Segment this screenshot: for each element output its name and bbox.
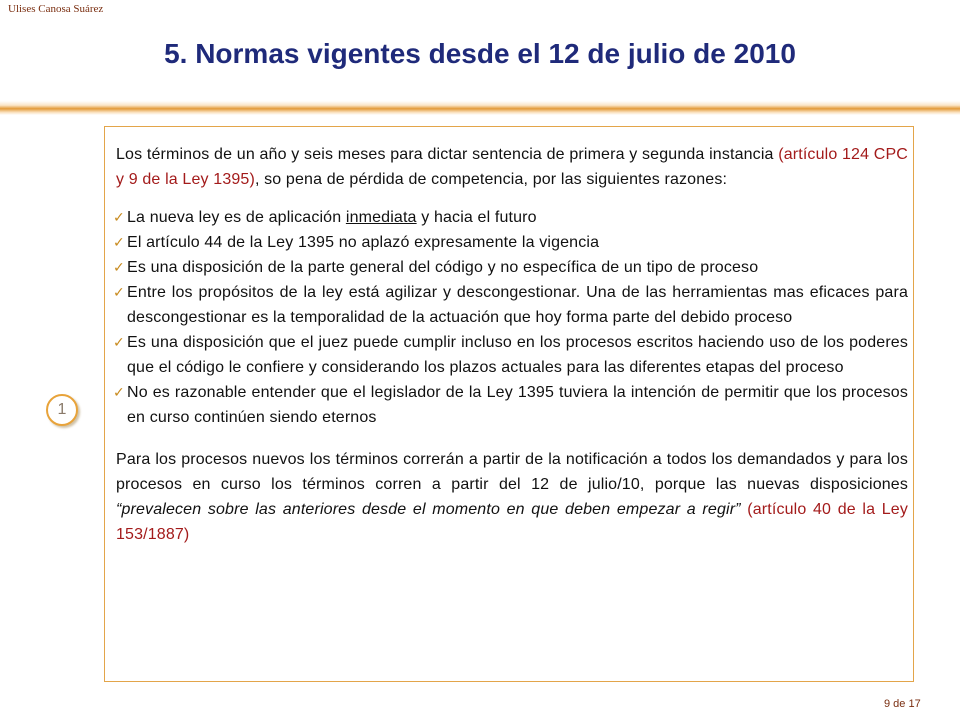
slide-number-badge: 1 [46, 394, 78, 426]
content-box [104, 126, 914, 682]
checkmark-icon: ✓ [113, 384, 125, 400]
checkmark-icon: ✓ [113, 209, 125, 225]
list-item [113, 205, 908, 230]
title-divider [0, 101, 960, 115]
closing-quote: “prevalecen sobre las anteriores desde el momento en que deben empezar a regir” [116, 501, 741, 518]
spacer [116, 192, 908, 205]
list-item [113, 330, 908, 380]
list-item-text-end: y hacia el futuro [416, 209, 537, 226]
checkmark-icon: ✓ [113, 234, 125, 250]
closing-paragraph [116, 447, 908, 547]
list-item-text: Es una disposición que el juez puede cumplir incluso en los procesos escritos haciendo uso de los poderes que el código le confiere y considerando los plazos actuales para las diferentes etapas del proceso [127, 334, 908, 376]
reasons-list [113, 205, 908, 430]
intro-text: Los términos de un año y seis meses para dictar sentencia de primera y segunda instancia [116, 146, 779, 163]
list-item-text: Entre los propósitos de la ley está agilizar y descongestionar. Una de las herramientas mas eficaces para descongestionar es la temporalidad de la actuación que hoy forma parte del debido proceso [127, 284, 908, 326]
list-item [113, 255, 908, 280]
page-title: 5. Normas vigentes desde el 12 de julio de 2010 [164, 38, 796, 69]
closing-reference: (artículo 40 de la Ley 153/1887) [116, 501, 908, 543]
closing-text: Para los procesos nuevos los términos correrán a partir de la notificación a todos los demandados y para los procesos en curso los términos corren a partir del 12 de julio/10, porque las nuevas disposiciones [116, 451, 908, 493]
list-item [113, 230, 908, 255]
checkmark-icon: ✓ [113, 284, 125, 300]
list-item-text: Es una disposición de la parte general del código y no específica de un tipo de proceso [127, 259, 759, 276]
author-name: Ulises Canosa Suárez [8, 3, 104, 15]
list-item-text: El artículo 44 de la Ley 1395 no aplazó expresamente la vigencia [127, 234, 600, 251]
list-item-text: No es razonable entender que el legislador de la Ley 1395 tuviera la intención de permitir que los procesos en curso continúen siendo eternos [127, 384, 908, 426]
intro-text-end: , so pena de pérdida de competencia, por las siguientes razones: [254, 171, 728, 188]
checkmark-icon: ✓ [113, 334, 125, 350]
list-item-underlined: inmediata [345, 209, 417, 226]
list-item [113, 280, 908, 330]
list-item [113, 380, 908, 430]
spacer [116, 430, 908, 447]
list-item-text: La nueva ley es de aplicación [127, 209, 346, 226]
intro-reference: (artículo 124 CPC y 9 de la Ley 1395) [116, 146, 908, 188]
checkmark-icon: ✓ [113, 259, 125, 275]
page-number: 9 de 17 [884, 698, 921, 710]
intro-paragraph [116, 142, 908, 192]
